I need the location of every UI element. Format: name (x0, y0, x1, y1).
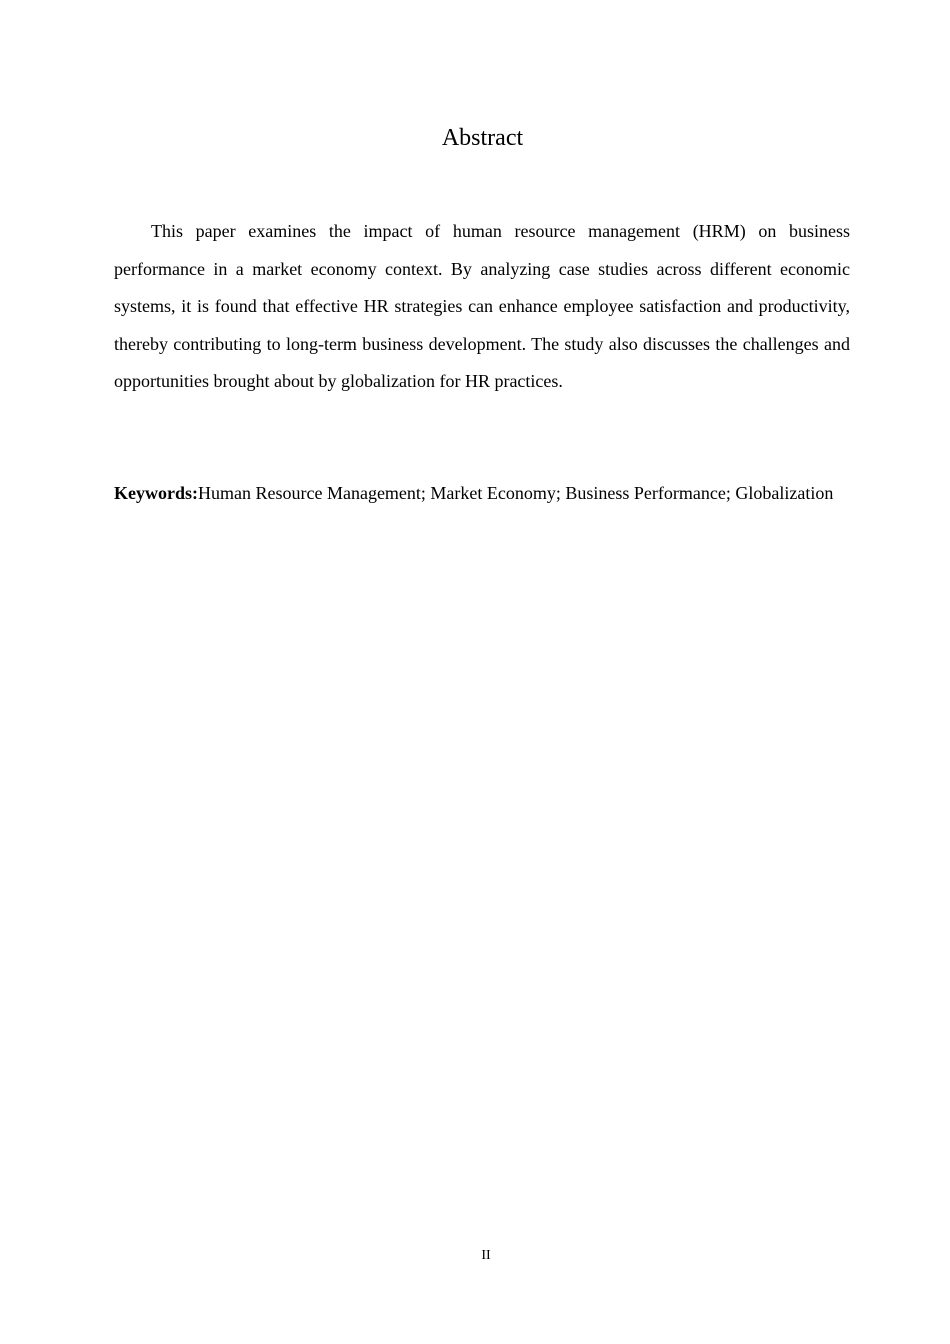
abstract-paragraph: This paper examines the impact of human resource management (HRM) on business performance in a market economy context. By analyzing case studies across different economic systems, it is found that effective HR strategies can enhance employee satisfaction and productivity, thereby contributing to long-term business development. The study also discusses the challenges and opportunities brought about by globalization for HR practices. (114, 221, 850, 391)
keywords-line (114, 475, 850, 512)
page-number: II (481, 1248, 491, 1263)
keywords-text: Human Resource Management; Market Economy; Business Performance; Globalization (198, 483, 834, 503)
keywords-label: Keywords: (114, 483, 198, 503)
page-title: Abstract (441, 125, 524, 151)
